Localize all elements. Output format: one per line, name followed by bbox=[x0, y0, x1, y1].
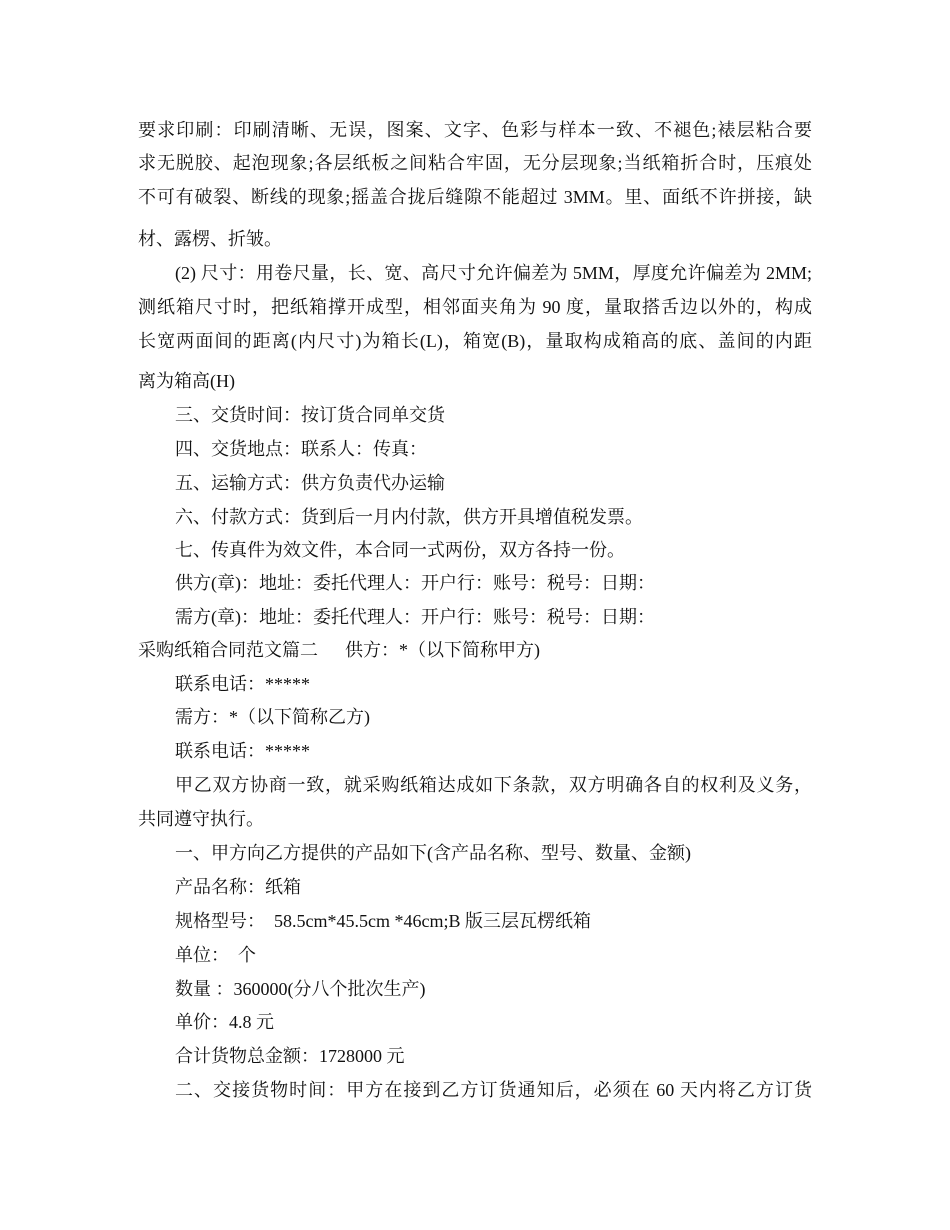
delivery-place-clause: 四、交货地点：联系人：传真： bbox=[175, 439, 427, 459]
product-clause-heading: 一、甲方向乙方提供的产品如下(含产品名称、型号、数量、金额) bbox=[175, 843, 691, 863]
payment-clause: 六、付款方式：货到后一月内付款，供方开具增值税发票。 bbox=[175, 507, 643, 527]
delivery-handover-clause: 二、交接货物时间：甲方在接到乙方订货通知后，必须在 60 天内将乙方订货 bbox=[175, 1080, 812, 1100]
product-quantity: 数量 ：360000(分八个批次生产) bbox=[175, 979, 426, 999]
paragraph-line: 测纸箱尺寸时，把纸箱撑开成型，相邻面夹角为 90 度，量取搭舌边以外的，构成 bbox=[138, 297, 812, 317]
paragraph-line: 材、露楞、折皱。 bbox=[138, 229, 282, 249]
party-b-phone: 联系电话：***** bbox=[175, 741, 310, 761]
product-unit: 单位： 个 bbox=[175, 945, 256, 965]
paragraph-line: 不可有破裂、断线的现象;摇盖合拢后缝隙不能超过 3MM。里、面纸不许拼接，缺 bbox=[138, 187, 812, 207]
transport-clause: 五、运输方式：供方负责代办运输 bbox=[175, 473, 445, 493]
paragraph-line: 长宽两面间的距离(内尺寸)为箱长(L)，箱宽(B)，量取构成箱高的底、盖间的内距 bbox=[138, 331, 812, 351]
fax-validity-clause: 七、传真件为效文件，本合同一式两份，双方各持一份。 bbox=[175, 540, 625, 560]
section-title-line: 采购纸箱合同范文篇二 供方：*（以下简称甲方) bbox=[138, 640, 540, 660]
paragraph-line: 求无脱胶、起泡现象;各层纸板之间粘合牢固，无分层现象;当纸箱折合时，压痕处 bbox=[138, 153, 812, 173]
paragraph-line: 共同遵守执行。 bbox=[138, 809, 264, 829]
product-total-amount: 合计货物总金额：1728000 元 bbox=[175, 1046, 405, 1066]
party-a-phone: 联系电话：***** bbox=[175, 674, 310, 694]
paragraph-line: 离为箱高(H) bbox=[138, 371, 235, 391]
supplier-signature-line: 供方(章)：地址：委托代理人：开户行：账号：税号：日期： bbox=[175, 573, 655, 593]
paragraph-line: 要求印刷：印刷清晰、无误，图案、文字、色彩与样本一致、不褪色;裱层粘合要 bbox=[138, 120, 812, 140]
paragraph-line: 甲乙双方协商一致，就采购纸箱达成如下条款，双方明确各自的权利及义务， bbox=[175, 775, 812, 795]
party-b-line: 需方：*（以下简称乙方) bbox=[175, 707, 370, 727]
product-spec: 规格型号： 58.5cm*45.5cm *46cm;B 版三层瓦楞纸箱 bbox=[175, 911, 591, 931]
delivery-time-clause: 三、交货时间：按订货合同单交货 bbox=[175, 405, 445, 425]
product-unit-price: 单价：4.8 元 bbox=[175, 1012, 274, 1032]
product-name: 产品名称：纸箱 bbox=[175, 877, 301, 897]
buyer-signature-line: 需方(章)：地址：委托代理人：开户行：账号：税号：日期： bbox=[175, 607, 655, 627]
paragraph-line: (2) 尺寸：用卷尺量，长、宽、高尺寸允许偏差为 5MM，厚度允许偏差为 2MM; bbox=[175, 263, 812, 283]
